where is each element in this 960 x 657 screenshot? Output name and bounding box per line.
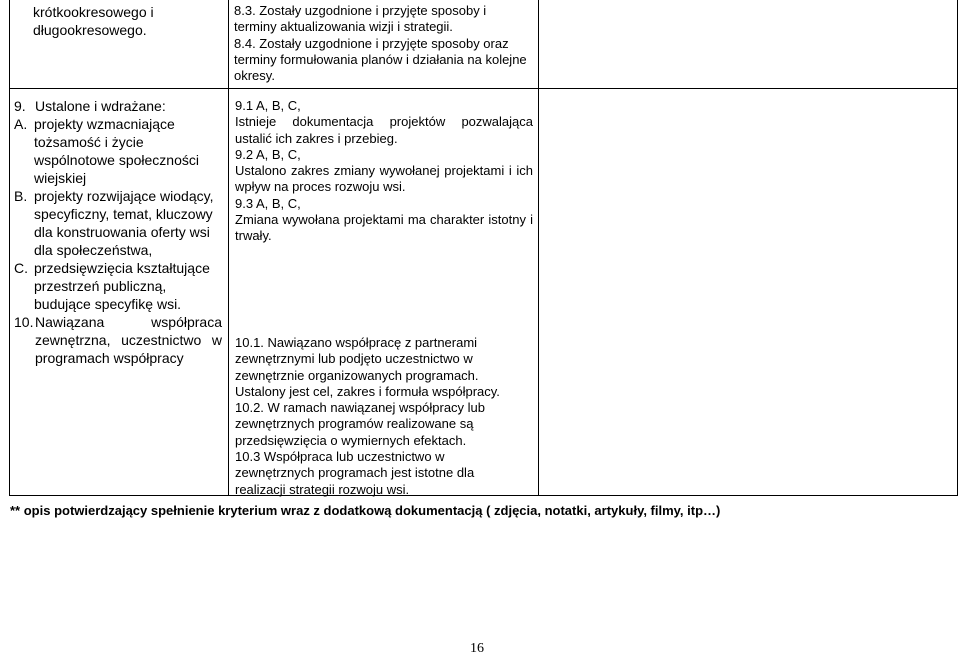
row1-right-cell	[234, 3, 530, 84]
subitem-b	[14, 187, 222, 259]
criterion-9-1-head: 9.1 A, B, C,	[235, 98, 301, 113]
item-10-marker: 10.	[14, 314, 34, 330]
criterion-10-3: 10.3 Współpraca lub uczestnictwo w zewnętrznych programach jest istotne dla realizacji strategii rozwoju wsi.	[235, 449, 475, 497]
subitem-b-text: projekty rozwijające wiodący, specyficzny, temat, kluczowy dla konstruowania oferty wsi dla społeczeństwa,	[34, 188, 214, 258]
criteria-10-cell	[235, 335, 520, 498]
criterion-8-3: 8.3. Zostały uzgodnione i przyjęte sposoby i terminy aktualizowania wizji i strategii.	[234, 3, 487, 35]
row2-left-cell	[14, 97, 222, 367]
subitem-a-marker: A.	[14, 116, 28, 132]
item-9	[14, 97, 222, 115]
table-row-divider	[9, 88, 958, 89]
subitem-a	[14, 115, 222, 187]
criterion-9-2-head: 9.2 A, B, C,	[235, 146, 301, 162]
subitem-c-text: przedsięwzięcia kształtujące przestrzeń publiczną, budujące specyfikę wsi.	[34, 260, 210, 312]
item-9-label: Ustalone i wdrażane:	[35, 98, 166, 114]
criterion-9-3-text: Zmiana wywołana projektami ma charakter istotny i trwały.	[235, 212, 533, 244]
row1-left-text: krótkookresowego i długookresowego.	[33, 4, 154, 38]
criterion-10-2: 10.2. W ramach nawiązanej współpracy lub zewnętrznych programów realizowane są przedsięwzięcia o wymiernych efektach.	[235, 400, 486, 448]
criterion-8-4: 8.4. Zostały uzgodnione i przyjęte sposoby oraz terminy formułowania planów i działania na kolejne okresy.	[234, 35, 527, 84]
page-number: 16	[470, 641, 484, 656]
criteria-9-cell	[235, 98, 533, 245]
subitem-c	[14, 259, 222, 313]
table-border-right	[957, 0, 958, 495]
subitem-b-marker: B.	[14, 188, 28, 204]
item-10	[14, 313, 222, 367]
criterion-9-3-head: 9.3 A, B, C,	[235, 195, 301, 211]
table-border-left	[9, 0, 10, 495]
table-column-divider-1	[228, 0, 229, 495]
item-10-label: Nawiązana współpraca zewnętrzna, uczestnictwo w programach współpracy	[35, 314, 222, 366]
table-column-divider-2	[538, 0, 539, 495]
subitem-a-text: projekty wzmacniające tożsamość i życie wspólnotowe społeczności wiejskiej	[34, 116, 199, 186]
item-9-marker: 9.	[14, 98, 26, 114]
subitem-c-marker: C.	[14, 260, 28, 276]
criterion-10-1: 10.1. Nawiązano współpracę z partnerami zewnętrznymi lub podjęto uczestnictwo w zewnętrznie organizowanych programach. Ustalony jest cel, zakres i formuła współpracy.	[235, 335, 500, 399]
footnote: ** opis potwierdzający spełnienie kryterium wraz z dodatkową dokumentacją ( zdjęcia, notatki, artykuły, filmy, itp…)	[10, 503, 721, 518]
criterion-9-1-text: Istnieje dokumentacja projektów pozwalająca ustalić ich zakres i przebieg.	[235, 114, 533, 146]
criterion-9-2-text: Ustalono zakres zmiany wywołanej projektami i ich wpływ na proces rozwoju wsi.	[235, 163, 533, 195]
